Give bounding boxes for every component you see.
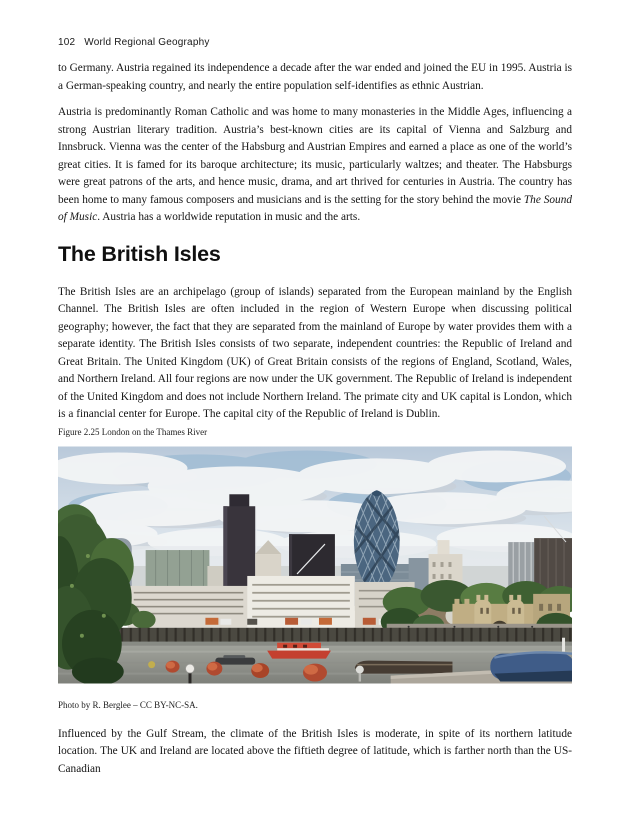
page-number: 102 <box>58 37 76 48</box>
pier-mast <box>562 637 565 651</box>
paragraph-austria-2-text: Austria is predominantly Roman Catholic and was home to many monasteries in the Middle Ages, influencing a strong Austrian literary tradition. Austria’s best-known cities are its capital of Vienna and Salzburg and Innsbruck. Vienna was the center of the Habsburg and Austrian Empires and earned a place as one of the world’s great cities. It is famed for its baroque architecture; its music, particularly waltzes; and theater. The Habsburgs were great patrons of the arts, and hence music, drama, and art thrived for centuries in Austria. The country has been home to many famous composers and musicians and is the setting for the story behind the movie <box>58 106 572 206</box>
movie-title-italic: The Sound of Music <box>58 193 572 223</box>
paragraph-austria-1: to Germany. Austria regained its independence a decade after the war ended and joined the EU in 1995. Austria is a German-speaking country, and nearly the entire population self-identifies as ethnic Austrian. <box>58 62 572 92</box>
book-title: World Regional Geography <box>84 37 210 48</box>
paragraph-austria-2-end: . Austria has a worldwide reputation in music and the arts. <box>97 211 361 223</box>
running-head <box>58 37 572 49</box>
london-skyline-photo <box>58 446 572 684</box>
long-dark-boat <box>355 660 453 673</box>
figure-photo <box>58 446 572 684</box>
photo-credit: Photo by R. Berglee – CC BY-NC-SA. <box>58 699 198 710</box>
paragraph-climate: Influenced by the Gulf Stream, the climate of the British Isles is moderate, in spite of its northern latitude location. The UK and Ireland are located above the fiftieth degree of latitude, which is farther north than the US-Canadian <box>58 727 572 775</box>
section-heading: The British Isles <box>58 241 221 266</box>
blue-covered-boat <box>490 652 572 681</box>
yellow-buoy <box>148 661 155 668</box>
paragraph-british-isles: The British Isles are an archipelago (group of islands) separated from the European mainland by the English Channel. The British Isles are often included in the region of Western Europe when discussing political geography; however, the fact that they are separated from the mainland of Europe by water provides them with a separate identity. The British Isles consists of two separate, independent countries: the Republic of Ireland and Great Britain. The United Kingdom (UK) of Great Britain consists of the regions of England, Scotland, Wales, and Northern Ireland. All four regions are now under the UK government. The Republic of Ireland is independent of the United Kingdom and does not include Northern Ireland. The primate city and UK capital is London, which is a financial center for Europe. The capital city of the Republic of Ireland is Dublin. <box>58 285 572 420</box>
figure-caption: Figure 2.25 London on the Thames River <box>58 426 208 437</box>
paragraph-austria-2 <box>58 104 572 227</box>
river-wall <box>116 627 572 643</box>
